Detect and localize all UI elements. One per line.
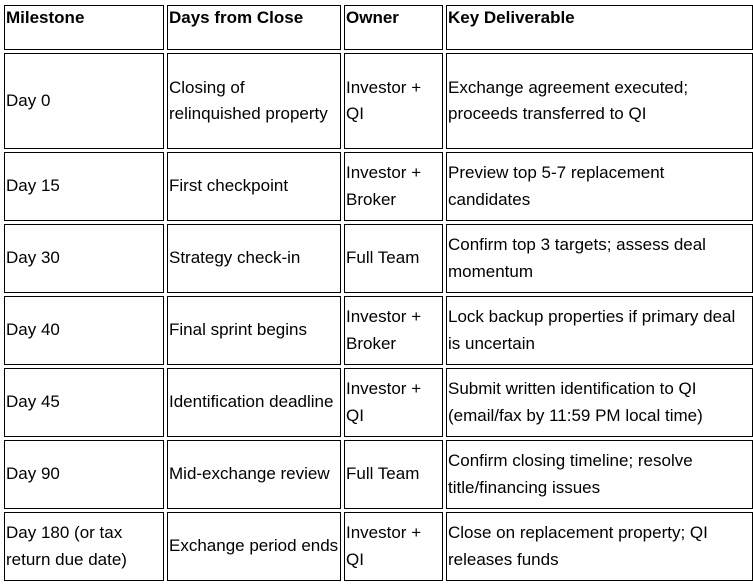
cell-days: First checkpoint <box>167 152 341 221</box>
cell-milestone: Day 40 <box>4 296 164 365</box>
header-owner: Owner <box>344 5 443 50</box>
header-key-deliverable: Key Deliverable <box>446 5 753 50</box>
cell-deliverable: Confirm top 3 targets; assess deal momentum <box>446 224 753 293</box>
cell-owner: Investor + QI <box>344 368 443 437</box>
table-row <box>4 368 753 437</box>
cell-days: Identification deadline <box>167 368 341 437</box>
header-days-from-close: Days from Close <box>167 5 341 50</box>
cell-owner: Full Team <box>344 440 443 509</box>
cell-owner: Investor + QI <box>344 53 443 149</box>
table-row <box>4 152 753 221</box>
milestone-table <box>1 2 753 584</box>
cell-deliverable: Lock backup properties if primary deal is uncertain <box>446 296 753 365</box>
cell-deliverable: Close on replacement property; QI releases funds <box>446 512 753 581</box>
cell-milestone: Day 30 <box>4 224 164 293</box>
cell-deliverable: Preview top 5-7 replacement candidates <box>446 152 753 221</box>
cell-days: Final sprint begins <box>167 296 341 365</box>
table-row <box>4 512 753 581</box>
cell-days: Strategy check-in <box>167 224 341 293</box>
cell-owner: Investor + Broker <box>344 152 443 221</box>
header-milestone: Milestone <box>4 5 164 50</box>
cell-owner: Investor + QI <box>344 512 443 581</box>
table-row <box>4 224 753 293</box>
cell-days: Closing of relinquished property <box>167 53 341 149</box>
cell-milestone: Day 180 (or tax return due date) <box>4 512 164 581</box>
table-row <box>4 440 753 509</box>
cell-deliverable: Exchange agreement executed; proceeds transferred to QI <box>446 53 753 149</box>
table-row <box>4 53 753 149</box>
cell-milestone: Day 15 <box>4 152 164 221</box>
cell-deliverable: Submit written identification to QI (email/fax by 11:59 PM local time) <box>446 368 753 437</box>
cell-owner: Investor + Broker <box>344 296 443 365</box>
cell-milestone: Day 0 <box>4 53 164 149</box>
table-row <box>4 296 753 365</box>
cell-days: Exchange period ends <box>167 512 341 581</box>
header-row <box>4 5 753 50</box>
cell-deliverable: Confirm closing timeline; resolve title/financing issues <box>446 440 753 509</box>
cell-milestone: Day 90 <box>4 440 164 509</box>
cell-milestone: Day 45 <box>4 368 164 437</box>
cell-owner: Full Team <box>344 224 443 293</box>
cell-days: Mid-exchange review <box>167 440 341 509</box>
